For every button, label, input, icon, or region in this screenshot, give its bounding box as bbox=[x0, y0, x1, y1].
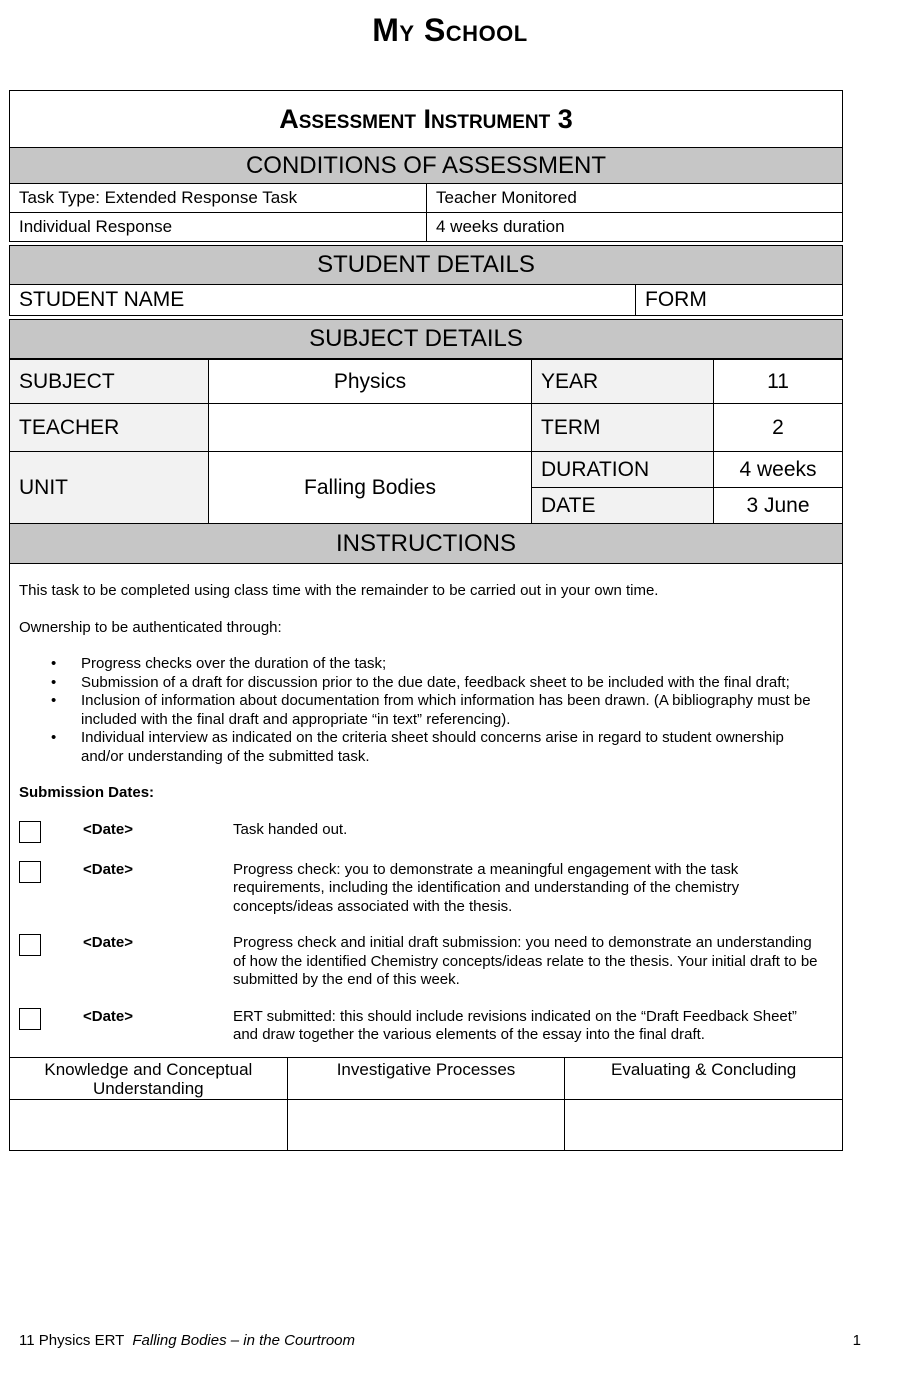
list-item: • Individual interview as indicated on the criteria sheet should concerns arise in regard to student ownership and/or understanding of the submitted task. bbox=[19, 729, 833, 766]
school-title: My School bbox=[372, 12, 528, 48]
submission-date: <Date> bbox=[83, 820, 134, 838]
footer-course: 11 Physics ERT bbox=[19, 1332, 133, 1349]
list-item: • Progress checks over the duration of the task; bbox=[19, 655, 833, 674]
criteria-table bbox=[9, 1058, 843, 1152]
subject-details-table bbox=[9, 359, 843, 524]
conditions-row-2 bbox=[9, 213, 843, 242]
year-value: 11 bbox=[714, 360, 843, 404]
submission-checkbox[interactable] bbox=[19, 821, 41, 843]
assessment-sheet bbox=[9, 90, 843, 1151]
submission-dates-title: Submission Dates: bbox=[19, 784, 155, 801]
list-item: • Inclusion of information about documentation from which information has been drawn. (A bibliography must be included with the final draft and appropriate “in text” referencing). bbox=[19, 692, 833, 729]
teacher-value bbox=[209, 404, 532, 452]
duration-value: 4 weeks bbox=[714, 452, 843, 488]
submission-checkbox[interactable] bbox=[19, 861, 41, 883]
submission-description: Task handed out. bbox=[233, 820, 348, 838]
submission-description: Progress check: you to demonstrate a meaningful engagement with the task requirements, including the identification and understanding of the chemistry concepts/ideas associated with the thesis. bbox=[233, 860, 740, 915]
submission-date: <Date> bbox=[83, 860, 134, 878]
duration-label: DURATION bbox=[532, 452, 714, 488]
criteria-evaluating: Evaluating & Concluding bbox=[565, 1058, 843, 1100]
date-value: 3 June bbox=[714, 488, 843, 524]
submission-row bbox=[19, 1008, 833, 1045]
page-number: 1 bbox=[852, 1332, 861, 1349]
task-duration: 4 weeks duration bbox=[426, 213, 842, 241]
teacher-label: TEACHER bbox=[10, 404, 209, 452]
conditions-row-1 bbox=[9, 184, 843, 213]
response-type: Individual Response bbox=[19, 217, 173, 236]
task-type: Task Type: Extended Response Task bbox=[19, 188, 298, 207]
conditions-heading: CONDITIONS OF ASSESSMENT bbox=[9, 148, 843, 184]
date-label: DATE bbox=[532, 488, 714, 524]
criteria-knowledge: Knowledge and Conceptual Understanding bbox=[10, 1058, 288, 1100]
ownership-text: Ownership to be authenticated through: bbox=[19, 618, 282, 636]
submission-date: <Date> bbox=[83, 934, 134, 951]
list-item: • Submission of a draft for discussion prior to the due date, feedback sheet to be included with the final draft; bbox=[19, 674, 833, 693]
criteria-investigative-grade[interactable] bbox=[287, 1100, 565, 1151]
submission-checkbox[interactable] bbox=[19, 1008, 41, 1030]
criteria-knowledge-grade[interactable] bbox=[10, 1100, 288, 1151]
instrument-title: Assessment Instrument 3 bbox=[9, 90, 843, 148]
year-label: YEAR bbox=[532, 360, 714, 404]
submission-row bbox=[19, 821, 833, 843]
submission-checkbox[interactable] bbox=[19, 934, 41, 956]
submission-description: ERT submitted: this should include revisions indicated on the “Draft Feedback Sheet” and draw together the various elements of the essay into the final draft. bbox=[233, 1007, 797, 1043]
student-name-label: STUDENT NAME bbox=[19, 288, 185, 311]
term-label: TERM bbox=[532, 404, 714, 452]
student-heading: STUDENT DETAILS bbox=[9, 245, 843, 285]
submission-description: Progress check and initial draft submission: you need to demonstrate an understanding of how the identified Chemistry concepts/ideas relate to the thesis. Your initial draft to be submitted by the end of this week. bbox=[233, 934, 818, 988]
unit-label: UNIT bbox=[10, 452, 209, 524]
footer-task-title: Falling Bodies – in the Courtroom bbox=[132, 1332, 356, 1349]
criteria-investigative: Investigative Processes bbox=[287, 1058, 565, 1100]
criteria-evaluating-grade[interactable] bbox=[565, 1100, 843, 1151]
instructions-intro: This task to be completed using class time with the remainder to be carried out in your own time. bbox=[19, 582, 659, 599]
instructions-body bbox=[9, 564, 843, 1058]
instructions-heading: INSTRUCTIONS bbox=[9, 524, 843, 564]
subject-value: Physics bbox=[209, 360, 532, 404]
term-value: 2 bbox=[714, 404, 843, 452]
submission-row bbox=[19, 934, 833, 990]
student-row bbox=[9, 285, 843, 316]
subject-label: SUBJECT bbox=[10, 360, 209, 404]
monitoring: Teacher Monitored bbox=[426, 184, 842, 212]
submission-row bbox=[19, 861, 833, 917]
unit-value: Falling Bodies bbox=[209, 452, 532, 524]
footer-title bbox=[19, 1332, 355, 1349]
form-label: FORM bbox=[635, 285, 842, 315]
ownership-list bbox=[19, 655, 833, 766]
submission-date: <Date> bbox=[83, 1007, 134, 1025]
subject-heading: SUBJECT DETAILS bbox=[9, 319, 843, 359]
